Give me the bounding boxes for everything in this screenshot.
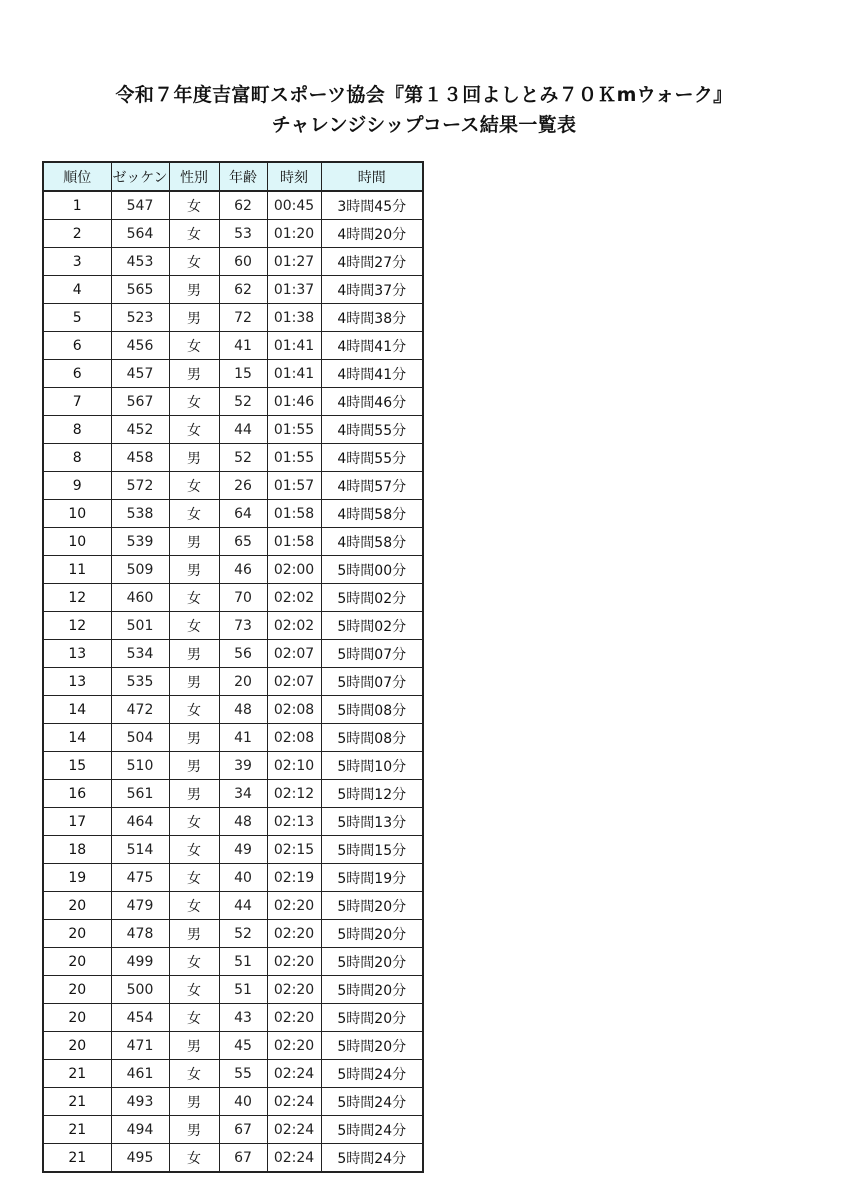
age-cell: 45: [219, 1032, 267, 1060]
time-cell: 5時間20分: [321, 976, 423, 1004]
rank-cell: 17: [43, 808, 111, 836]
time-cell: 5時間15分: [321, 836, 423, 864]
clock-cell: 01:20: [267, 220, 321, 248]
rank-cell: 10: [43, 500, 111, 528]
bib-cell: 538: [111, 500, 169, 528]
age-cell: 64: [219, 500, 267, 528]
rank-cell: 4: [43, 276, 111, 304]
clock-cell: 02:07: [267, 640, 321, 668]
rank-cell: 19: [43, 864, 111, 892]
table-row: [43, 1060, 423, 1088]
time-cell: 5時間20分: [321, 892, 423, 920]
clock-cell: 02:24: [267, 1144, 321, 1173]
rank-cell: 11: [43, 556, 111, 584]
time-cell: 4時間55分: [321, 416, 423, 444]
clock-cell: 02:20: [267, 1004, 321, 1032]
bib-cell: 565: [111, 276, 169, 304]
clock-cell: 02:24: [267, 1088, 321, 1116]
sex-cell: 女: [169, 584, 219, 612]
age-cell: 48: [219, 696, 267, 724]
clock-cell: 00:45: [267, 191, 321, 220]
time-cell: 5時間20分: [321, 1032, 423, 1060]
time-cell: 5時間20分: [321, 920, 423, 948]
rank-cell: 13: [43, 668, 111, 696]
age-cell: 40: [219, 1088, 267, 1116]
age-cell: 51: [219, 976, 267, 1004]
bib-cell: 464: [111, 808, 169, 836]
sex-cell: 女: [169, 332, 219, 360]
age-cell: 55: [219, 1060, 267, 1088]
table-row: [43, 220, 423, 248]
table-row: [43, 612, 423, 640]
clock-cell: 02:08: [267, 696, 321, 724]
table-row: [43, 920, 423, 948]
age-cell: 52: [219, 388, 267, 416]
clock-cell: 02:24: [267, 1116, 321, 1144]
bib-cell: 478: [111, 920, 169, 948]
sex-cell: 男: [169, 1088, 219, 1116]
results-body: [43, 191, 423, 1172]
clock-cell: 02:13: [267, 808, 321, 836]
rank-cell: 3: [43, 248, 111, 276]
sex-cell: 女: [169, 1144, 219, 1173]
time-cell: 4時間57分: [321, 472, 423, 500]
age-cell: 41: [219, 724, 267, 752]
sex-cell: 女: [169, 864, 219, 892]
time-cell: 5時間08分: [321, 696, 423, 724]
time-cell: 5時間19分: [321, 864, 423, 892]
rank-cell: 21: [43, 1088, 111, 1116]
bib-cell: 523: [111, 304, 169, 332]
column-header-age: 年齢: [219, 162, 267, 191]
table-row: [43, 416, 423, 444]
clock-cell: 02:20: [267, 1032, 321, 1060]
table-row: [43, 472, 423, 500]
time-cell: 5時間00分: [321, 556, 423, 584]
column-header-sex: 性別: [169, 162, 219, 191]
clock-cell: 02:15: [267, 836, 321, 864]
sex-cell: 男: [169, 360, 219, 388]
rank-cell: 5: [43, 304, 111, 332]
table-row: [43, 1144, 423, 1173]
time-cell: 5時間24分: [321, 1116, 423, 1144]
bib-cell: 461: [111, 1060, 169, 1088]
age-cell: 48: [219, 808, 267, 836]
bib-cell: 457: [111, 360, 169, 388]
age-cell: 67: [219, 1144, 267, 1173]
column-header-clock: 時刻: [267, 162, 321, 191]
clock-cell: 02:02: [267, 584, 321, 612]
time-cell: 5時間02分: [321, 612, 423, 640]
bib-cell: 534: [111, 640, 169, 668]
table-row: [43, 1004, 423, 1032]
clock-cell: 01:37: [267, 276, 321, 304]
time-cell: 4時間58分: [321, 500, 423, 528]
table-row: [43, 948, 423, 976]
sex-cell: 男: [169, 556, 219, 584]
age-cell: 41: [219, 332, 267, 360]
bib-cell: 495: [111, 1144, 169, 1173]
clock-cell: 01:58: [267, 528, 321, 556]
sex-cell: 女: [169, 696, 219, 724]
age-cell: 46: [219, 556, 267, 584]
sex-cell: 女: [169, 1060, 219, 1088]
clock-cell: 02:20: [267, 948, 321, 976]
rank-cell: 12: [43, 612, 111, 640]
column-header-time: 時間: [321, 162, 423, 191]
age-cell: 72: [219, 304, 267, 332]
sex-cell: 女: [169, 976, 219, 1004]
bib-cell: 561: [111, 780, 169, 808]
age-cell: 40: [219, 864, 267, 892]
bib-cell: 453: [111, 248, 169, 276]
document-title: 令和７年度吉富町スポーツ協会『第１３回よしとみ７０Ｋmウォーク』: [115, 84, 733, 106]
bib-cell: 539: [111, 528, 169, 556]
sex-cell: 女: [169, 220, 219, 248]
age-cell: 70: [219, 584, 267, 612]
age-cell: 65: [219, 528, 267, 556]
time-cell: 5時間13分: [321, 808, 423, 836]
clock-cell: 01:46: [267, 388, 321, 416]
table-row: [43, 864, 423, 892]
bib-cell: 479: [111, 892, 169, 920]
clock-cell: 02:20: [267, 892, 321, 920]
time-cell: 4時間46分: [321, 388, 423, 416]
table-row: [43, 892, 423, 920]
time-cell: 5時間07分: [321, 668, 423, 696]
bib-cell: 547: [111, 191, 169, 220]
sex-cell: 男: [169, 724, 219, 752]
clock-cell: 01:57: [267, 472, 321, 500]
rank-cell: 15: [43, 752, 111, 780]
bib-cell: 500: [111, 976, 169, 1004]
table-row: [43, 724, 423, 752]
rank-cell: 7: [43, 388, 111, 416]
bib-cell: 499: [111, 948, 169, 976]
rank-cell: 20: [43, 1032, 111, 1060]
age-cell: 49: [219, 836, 267, 864]
time-cell: 5時間24分: [321, 1060, 423, 1088]
clock-cell: 01:58: [267, 500, 321, 528]
sex-cell: 男: [169, 444, 219, 472]
bib-cell: 475: [111, 864, 169, 892]
table-row: [43, 752, 423, 780]
sex-cell: 女: [169, 248, 219, 276]
bib-cell: 454: [111, 1004, 169, 1032]
clock-cell: 02:12: [267, 780, 321, 808]
bib-cell: 501: [111, 612, 169, 640]
rank-cell: 21: [43, 1116, 111, 1144]
table-row: [43, 556, 423, 584]
results-table: [42, 161, 424, 1173]
clock-cell: 01:27: [267, 248, 321, 276]
sex-cell: 男: [169, 920, 219, 948]
table-row: [43, 360, 423, 388]
age-cell: 62: [219, 276, 267, 304]
time-cell: 4時間37分: [321, 276, 423, 304]
sex-cell: 女: [169, 472, 219, 500]
rank-cell: 18: [43, 836, 111, 864]
sex-cell: 女: [169, 1004, 219, 1032]
table-row: [43, 584, 423, 612]
rank-cell: 20: [43, 948, 111, 976]
bib-cell: 510: [111, 752, 169, 780]
bib-cell: 460: [111, 584, 169, 612]
time-cell: 5時間20分: [321, 948, 423, 976]
clock-cell: 01:41: [267, 332, 321, 360]
bib-cell: 458: [111, 444, 169, 472]
bib-cell: 471: [111, 1032, 169, 1060]
time-cell: 5時間02分: [321, 584, 423, 612]
time-cell: 3時間45分: [321, 191, 423, 220]
clock-cell: 02:10: [267, 752, 321, 780]
time-cell: 4時間41分: [321, 332, 423, 360]
clock-cell: 02:07: [267, 668, 321, 696]
bib-cell: 456: [111, 332, 169, 360]
bib-cell: 535: [111, 668, 169, 696]
rank-cell: 8: [43, 416, 111, 444]
bib-cell: 572: [111, 472, 169, 500]
sex-cell: 女: [169, 416, 219, 444]
age-cell: 39: [219, 752, 267, 780]
table-row: [43, 444, 423, 472]
table-row: [43, 976, 423, 1004]
rank-cell: 20: [43, 976, 111, 1004]
sex-cell: 女: [169, 612, 219, 640]
table-row: [43, 191, 423, 220]
age-cell: 44: [219, 892, 267, 920]
time-cell: 5時間08分: [321, 724, 423, 752]
sex-cell: 男: [169, 640, 219, 668]
age-cell: 56: [219, 640, 267, 668]
clock-cell: 01:38: [267, 304, 321, 332]
bib-cell: 452: [111, 416, 169, 444]
rank-cell: 20: [43, 892, 111, 920]
bib-cell: 504: [111, 724, 169, 752]
age-cell: 43: [219, 1004, 267, 1032]
age-cell: 52: [219, 920, 267, 948]
table-row: [43, 276, 423, 304]
rank-cell: 21: [43, 1060, 111, 1088]
rank-cell: 9: [43, 472, 111, 500]
age-cell: 51: [219, 948, 267, 976]
time-cell: 5時間10分: [321, 752, 423, 780]
time-cell: 5時間24分: [321, 1144, 423, 1173]
clock-cell: 01:55: [267, 416, 321, 444]
column-header-bib: ゼッケン: [111, 162, 169, 191]
table-row: [43, 248, 423, 276]
age-cell: 62: [219, 191, 267, 220]
rank-cell: 20: [43, 1004, 111, 1032]
rank-cell: 20: [43, 920, 111, 948]
sex-cell: 男: [169, 668, 219, 696]
sex-cell: 女: [169, 388, 219, 416]
rank-cell: 14: [43, 696, 111, 724]
time-cell: 5時間24分: [321, 1088, 423, 1116]
rank-cell: 6: [43, 360, 111, 388]
age-cell: 52: [219, 444, 267, 472]
clock-cell: 02:24: [267, 1060, 321, 1088]
table-row: [43, 528, 423, 556]
bib-cell: 564: [111, 220, 169, 248]
sex-cell: 男: [169, 1116, 219, 1144]
rank-cell: 14: [43, 724, 111, 752]
table-row: [43, 836, 423, 864]
bib-cell: 494: [111, 1116, 169, 1144]
document-subtitle: チャレンジシップコース結果一覧表: [271, 114, 577, 136]
age-cell: 67: [219, 1116, 267, 1144]
table-row: [43, 696, 423, 724]
bib-cell: 472: [111, 696, 169, 724]
table-row: [43, 808, 423, 836]
age-cell: 34: [219, 780, 267, 808]
sex-cell: 男: [169, 780, 219, 808]
table-row: [43, 1088, 423, 1116]
clock-cell: 02:00: [267, 556, 321, 584]
bib-cell: 509: [111, 556, 169, 584]
age-cell: 26: [219, 472, 267, 500]
time-cell: 4時間55分: [321, 444, 423, 472]
sex-cell: 男: [169, 304, 219, 332]
sex-cell: 男: [169, 528, 219, 556]
sex-cell: 女: [169, 948, 219, 976]
table-row: [43, 1032, 423, 1060]
sex-cell: 女: [169, 892, 219, 920]
clock-cell: 02:02: [267, 612, 321, 640]
time-cell: 5時間20分: [321, 1004, 423, 1032]
table-row: [43, 304, 423, 332]
table-row: [43, 500, 423, 528]
time-cell: 5時間12分: [321, 780, 423, 808]
time-cell: 4時間41分: [321, 360, 423, 388]
table-header-row: [43, 162, 423, 191]
sex-cell: 男: [169, 752, 219, 780]
table-row: [43, 780, 423, 808]
sex-cell: 女: [169, 808, 219, 836]
table-row: [43, 640, 423, 668]
clock-cell: 01:41: [267, 360, 321, 388]
time-cell: 4時間27分: [321, 248, 423, 276]
rank-cell: 13: [43, 640, 111, 668]
rank-cell: 12: [43, 584, 111, 612]
table-row: [43, 668, 423, 696]
rank-cell: 2: [43, 220, 111, 248]
sex-cell: 男: [169, 276, 219, 304]
rank-cell: 16: [43, 780, 111, 808]
table-row: [43, 1116, 423, 1144]
age-cell: 60: [219, 248, 267, 276]
table-row: [43, 388, 423, 416]
clock-cell: 02:19: [267, 864, 321, 892]
age-cell: 73: [219, 612, 267, 640]
clock-cell: 01:55: [267, 444, 321, 472]
age-cell: 53: [219, 220, 267, 248]
bib-cell: 567: [111, 388, 169, 416]
clock-cell: 02:08: [267, 724, 321, 752]
age-cell: 44: [219, 416, 267, 444]
clock-cell: 02:20: [267, 920, 321, 948]
column-header-rank: 順位: [43, 162, 111, 191]
time-cell: 4時間38分: [321, 304, 423, 332]
rank-cell: 1: [43, 191, 111, 220]
bib-cell: 493: [111, 1088, 169, 1116]
age-cell: 15: [219, 360, 267, 388]
time-cell: 4時間20分: [321, 220, 423, 248]
sex-cell: 女: [169, 500, 219, 528]
rank-cell: 6: [43, 332, 111, 360]
age-cell: 20: [219, 668, 267, 696]
table-row: [43, 332, 423, 360]
sex-cell: 女: [169, 836, 219, 864]
rank-cell: 8: [43, 444, 111, 472]
time-cell: 5時間07分: [321, 640, 423, 668]
time-cell: 4時間58分: [321, 528, 423, 556]
rank-cell: 21: [43, 1144, 111, 1173]
bib-cell: 514: [111, 836, 169, 864]
sex-cell: 男: [169, 1032, 219, 1060]
rank-cell: 10: [43, 528, 111, 556]
sex-cell: 女: [169, 191, 219, 220]
clock-cell: 02:20: [267, 976, 321, 1004]
